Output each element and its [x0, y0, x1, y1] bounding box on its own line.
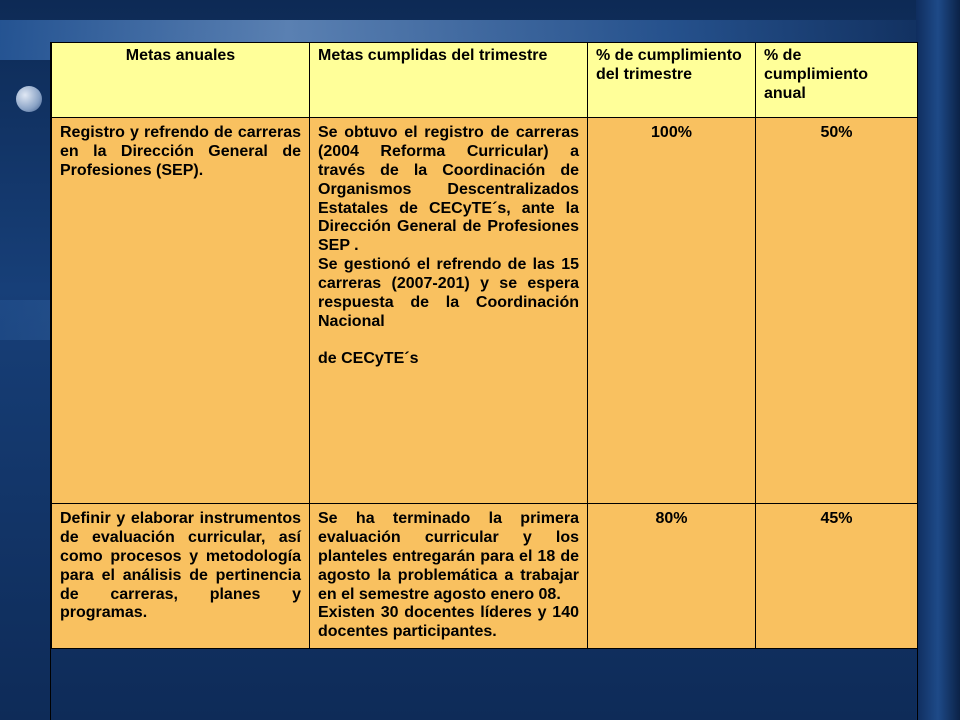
table-row [52, 118, 918, 504]
header-cumplimiento-anual: % de cumplimiento anual [756, 43, 918, 118]
row-1-anual: 50% [756, 118, 918, 504]
row-1-cumplidas-p3: de CECyTE´s [318, 349, 419, 367]
row-2-cumplidas-p1: Se ha terminado la primera evaluación curricular y los planteles entregarán para el 18 de agosto la problemática a trabajar en el semestre agosto enero 08. [318, 510, 579, 603]
goals-table-container [50, 42, 918, 720]
row-2-cumplidas [310, 504, 588, 649]
row-2-meta: Definir y elaborar instrumentos de evaluación curricular, así como procesos y metodología para el análisis de pertinencia de carreras, planes y programas. [52, 504, 310, 649]
row-2-cumplidas-p2: Existen 30 docentes líderes y 140 docentes participantes. [318, 604, 579, 641]
row-1-meta: Registro y refrendo de carreras en la Dirección General de Profesiones (SEP). [52, 118, 310, 504]
row-2-trimestre: 80% [588, 504, 756, 649]
decorative-circle [16, 86, 42, 112]
table-row [52, 504, 918, 649]
row-2-anual: 45% [756, 504, 918, 649]
row-1-cumplidas-p1: Se obtuvo el registro de carreras (2004 Reforma Curricular) a través de la Coordinación de Organismos Descentralizados Estatales de CECyTE´s, ante la Dirección General de Profesiones SEP . [318, 124, 579, 255]
goals-table [51, 42, 918, 649]
row-1-cumplidas [310, 118, 588, 504]
table-header-row [52, 43, 918, 118]
header-metas-cumplidas: Metas cumplidas del trimestre [310, 43, 588, 118]
header-metas-anuales: Metas anuales [52, 43, 310, 118]
header-cumplimiento-trimestre: % de cumplimiento del trimestre [588, 43, 756, 118]
row-1-trimestre: 100% [588, 118, 756, 504]
background-right-frame [916, 0, 960, 720]
row-1-cumplidas-p2: Se gestionó el refrendo de las 15 carreras (2007-201) y se espera respuesta de la Coordinación Nacional [318, 256, 579, 330]
